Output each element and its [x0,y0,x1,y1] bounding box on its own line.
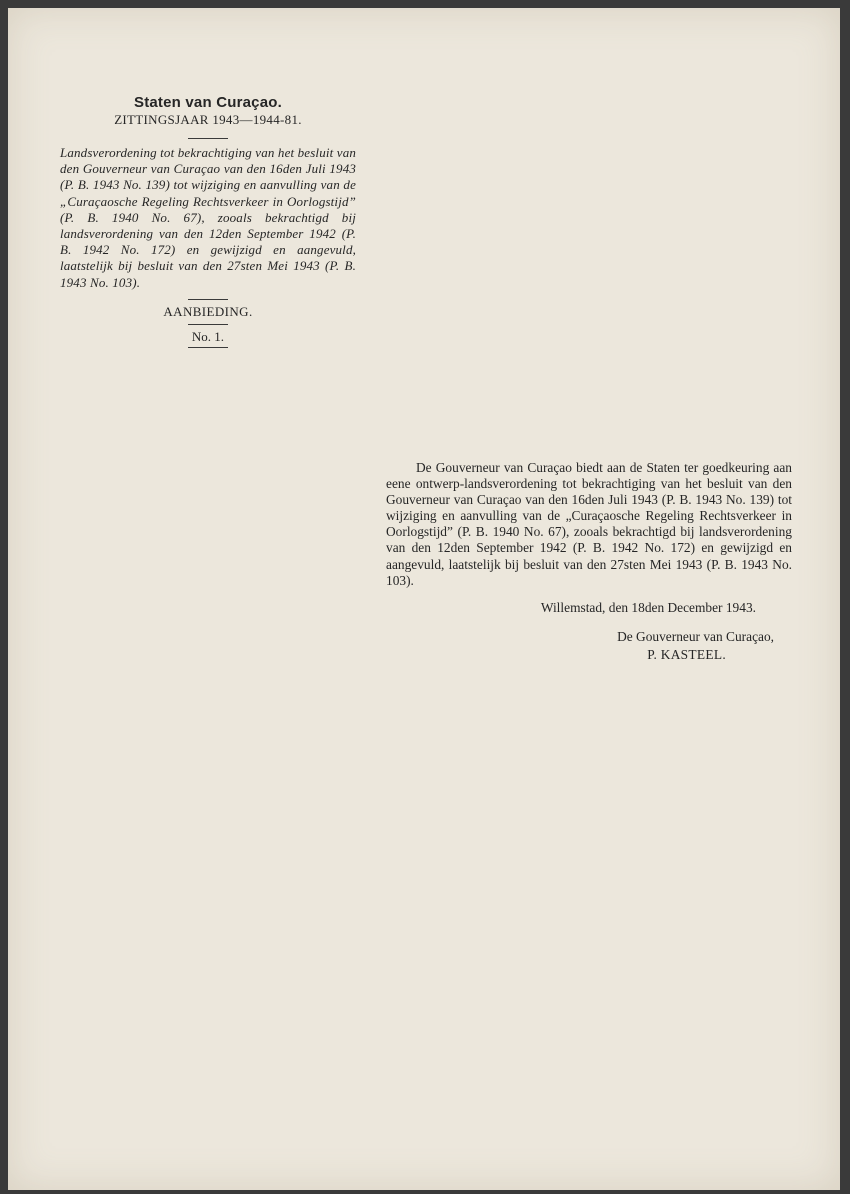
signer-title: De Gouverneur van Curaçao, [617,628,774,644]
signer-name: P. KASTEEL. [647,646,726,662]
place-date: Willemstad, den 18den December 1943. [540,599,756,615]
body-paragraph: De Gouverneur van Curaçao biedt aan de Staten ter goedkeuring aan eene ontwerp-landsverordening tot bekrachtiging van het besluit van den Gouverneur van Curaçao van den 16den Juli 1943 (P. B. 1943 No. 139) tot wijziging en aanvulling van de „Curaçaosche Regeling Rechtsverkeer in Oorlogstijd” (P. B. 1940 No. 67), zooals bekrachtigd bij landsverordening van den 12den September 1942 (P. B. 1942 No. 172) en gewijzigd en aangevuld, laatstelijk bij besluit van den 27sten Mei 1943 (P. B. 1943 No. 103). [386,460,792,588]
divider-rule [188,138,228,139]
document-heading: Staten van Curaçao. [133,94,282,111]
left-column [60,94,356,348]
document-page [8,8,840,1190]
presentation-number: No. 1. [191,328,225,344]
divider-rule [188,347,228,348]
subject-text: Landsverordening tot bekrachtiging van het besluit van den Gouverneur van Curaçao van den 16den Juli 1943 (P. B. 1943 No. 139) tot wijziging en aanvulling van de „Curaçaosche Regeling Rechtsverkeer in Oorlogstijd” (P. B. 1940 No. 67), zooals bekrachtigd bij landsverordening van den 12den September 1942 (P. B. 1942 No. 172) en gewijzigd en aangevuld, laatstelijk bij besluit van den 27sten Mei 1943 (P. B. 1943 No. 103). [60,145,356,290]
divider-rule [188,299,228,300]
presentation-label: AANBIEDING. [163,303,253,319]
session-year: ZITTINGSJAAR 1943—1944-81. [114,112,302,127]
divider-rule [188,324,228,325]
right-column [386,460,792,663]
